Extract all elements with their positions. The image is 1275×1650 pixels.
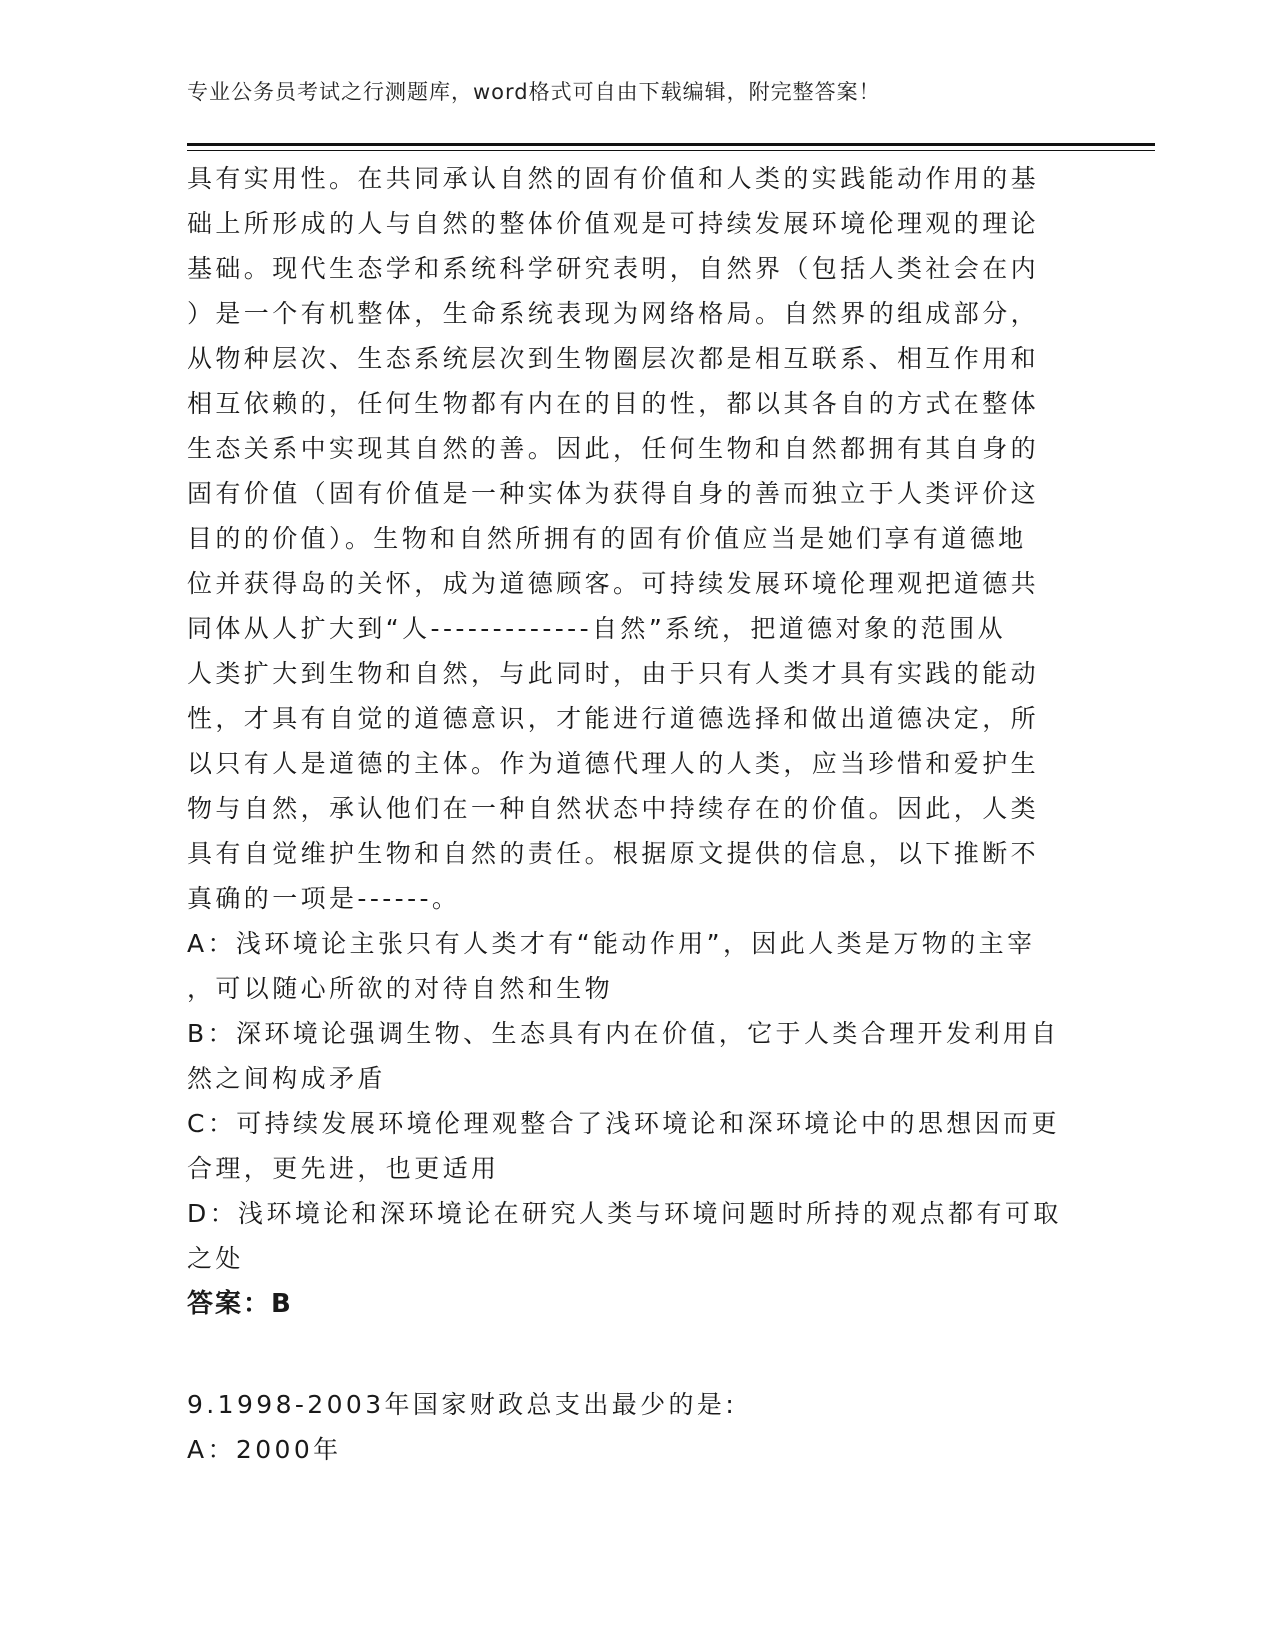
option-c: [187, 1101, 1067, 1191]
passage-line: 具有实用性。在共同承认自然的固有价值和人类的实践能动作用的基: [187, 164, 1040, 193]
passage-line: 人类扩大到生物和自然，与此同时，由于只有人类才具有实践的能动: [187, 659, 1040, 688]
option-d-line-1: D：浅环境论和深环境论在研究人类与环境问题时所持的观点都有可取: [187, 1199, 1062, 1228]
option-b-line-2: 然之间构成矛盾: [187, 1064, 386, 1093]
option-d-line-2: 之处: [187, 1244, 244, 1273]
passage-line: 物与自然，承认他们在一种自然状态中持续存在的价值。因此，人类: [187, 794, 1040, 823]
passage-line: 相互依赖的，任何生物都有内在的目的性，都以其各自的方式在整体: [187, 389, 1040, 418]
passage-line: 础上所形成的人与自然的整体价值观是可持续发展环境伦理观的理论: [187, 209, 1040, 238]
option-a-line-2: ，可以随心所欲的对待自然和生物: [187, 974, 614, 1003]
passage-line: 基础。现代生态学和系统科学研究表明，自然界（包括人类社会在内: [187, 254, 1040, 283]
option-a-line-1: A：浅环境论主张只有人类才有“能动作用”，因此人类是万物的主宰: [187, 929, 1036, 958]
answer-label: 答案：B: [187, 1289, 293, 1319]
passage-line: 以只有人是道德的主体。作为道德代理人的人类，应当珍惜和爱护生: [187, 749, 1040, 778]
passage-line: 目的的价值）。生物和自然所拥有的固有价值应当是她们享有道德地: [187, 524, 1027, 553]
passage-line: 固有价值（固有价值是一种实体为获得自身的善而独立于人类评价这: [187, 479, 1040, 508]
option-d: [187, 1191, 1067, 1281]
passage-line: 性，才具有自觉的道德意识，才能进行道德选择和做出道德决定，所: [187, 704, 1040, 733]
document-body: [187, 156, 1067, 1472]
passage-line: 真确的一项是------。: [187, 884, 461, 913]
page-header: 专业公务员考试之行测题库，word格式可自由下载编辑，附完整答案！: [187, 80, 881, 104]
header-divider-thin: [187, 150, 1155, 151]
passage-line: 位并获得岛的关怀，成为道德顾客。可持续发展环境伦理观把道德共: [187, 569, 1040, 598]
option-c-line-1: C：可持续发展环境伦理观整合了浅环境论和深环境论中的思想因而更: [187, 1109, 1060, 1138]
passage-line: 生态关系中实现其自然的善。因此，任何生物和自然都拥有其自身的: [187, 434, 1040, 463]
question-9-stem: 9.1998-2003年国家财政总支出最少的是:: [187, 1390, 738, 1419]
header-divider-thick: [187, 143, 1155, 146]
passage-line: 同体从人扩大到“人-------------自然”系统，把道德对象的范围从: [187, 614, 1006, 643]
option-c-line-2: 合理，更先进，也更适用: [187, 1154, 500, 1183]
passage: [187, 156, 1067, 921]
option-b: [187, 1011, 1067, 1101]
option-a: [187, 921, 1067, 1011]
option-b-line-1: B：深环境论强调生物、生态具有内在价值，它于人类合理开发利用自: [187, 1019, 1060, 1048]
passage-line: ）是一个有机整体，生命系统表现为网络格局。自然界的组成部分，: [187, 299, 1040, 328]
section-gap: [187, 1328, 1067, 1382]
passage-line: 具有自觉维护生物和自然的责任。根据原文提供的信息，以下推断不: [187, 839, 1040, 868]
question-9-option-a: A：2000年: [187, 1435, 342, 1464]
passage-line: 从物种层次、生态系统层次到生物圈层次都是相互联系、相互作用和: [187, 344, 1040, 373]
